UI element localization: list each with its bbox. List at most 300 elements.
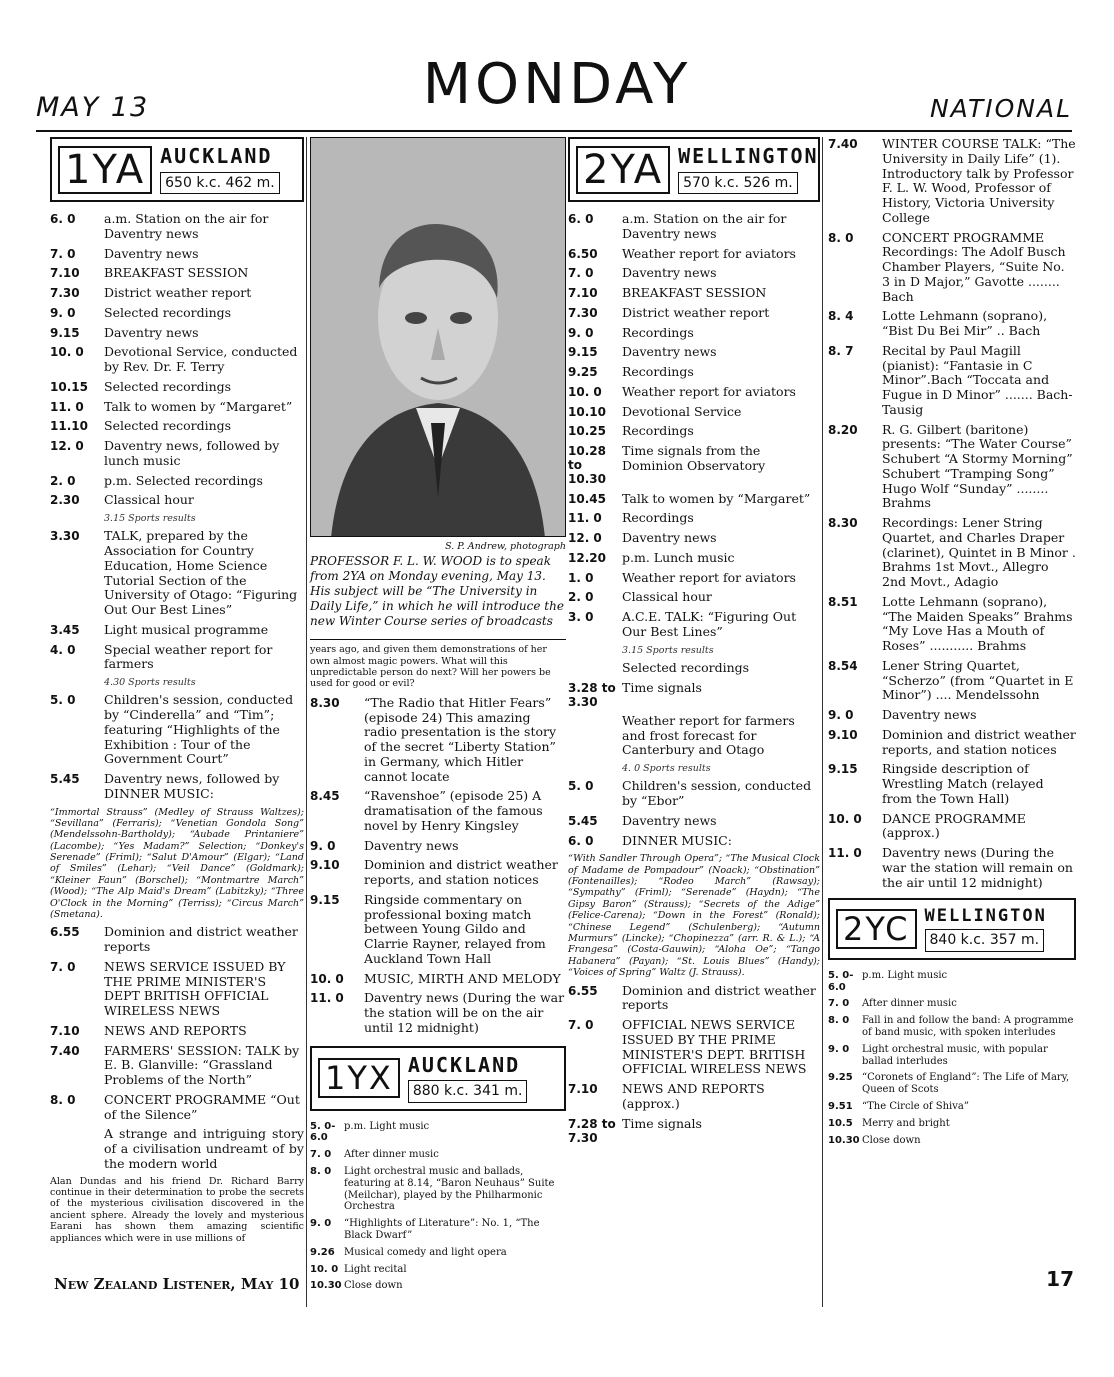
time-label: 1. 0 [568, 570, 594, 585]
time-label: 7. 0 [310, 1149, 332, 1161]
station-logo: 2YC [836, 909, 917, 949]
schedule-entry [568, 444, 820, 486]
time-label: 10.10 [568, 404, 606, 419]
station-header-1ya [50, 137, 304, 202]
time-label: 8.30 [828, 516, 858, 530]
professor-photo [310, 137, 566, 537]
time-label: 7. 0 [568, 266, 594, 281]
schedule-entry [568, 385, 820, 400]
programme-text: Devotional Service [622, 403, 742, 419]
programme-text: Weather report for aviators [622, 383, 796, 399]
time-label: 10. 0 [50, 345, 84, 360]
programme-text: p.m. Light music [344, 1120, 430, 1132]
time-label: 9.51 [828, 1100, 853, 1112]
schedule-entry [568, 511, 820, 526]
time-label: 9. 0 [50, 305, 76, 320]
network-label: NATIONAL [929, 94, 1072, 123]
schedule-entry [828, 423, 1076, 512]
programme-text: Recordings [622, 364, 694, 380]
schedule-entry [828, 812, 1076, 842]
day-title: MONDAY [422, 52, 692, 117]
time-label: 10.45 [568, 491, 606, 506]
time-label: 10.30 [828, 1134, 860, 1146]
time-label: 9. 0 [568, 325, 594, 340]
programme-text: Daventry news [622, 812, 717, 828]
programme-text: Recordings [622, 324, 694, 340]
schedule-entry [568, 306, 820, 321]
schedule-entry [568, 212, 820, 242]
programme-text: “The Circle of Shiva” [862, 1100, 969, 1112]
programme-text: After dinner music [862, 998, 957, 1010]
station-name: WELLINGTON [678, 144, 819, 168]
programme-text: Daventry news, followed by lunch music [104, 438, 280, 468]
programme-text: Light recital [344, 1263, 407, 1275]
schedule-entry [568, 551, 820, 566]
programme-text: a.m. Station on the air for Daventry news [104, 211, 269, 241]
schedule-entry [50, 693, 304, 767]
time-label: 7.28 to 7.30 [568, 1116, 616, 1145]
programme-text: Daventry news [364, 837, 459, 853]
time-label: 9. 0 [310, 838, 336, 853]
time-label: 9.25 [568, 365, 598, 380]
time-label: 9.15 [310, 892, 340, 907]
schedule-entry [828, 231, 1076, 305]
schedule-entry [310, 1166, 566, 1213]
time-label: 9.15 [50, 325, 80, 340]
time-label: 7.30 [568, 305, 598, 320]
time-label: 8. 7 [828, 343, 854, 358]
schedule-list [568, 779, 820, 848]
time-label: 7.10 [568, 1082, 598, 1097]
programme-text: Recital by Paul Magill (pianist): “Fantasie in C Minor”.Bach “Toccata and Fugue in D Minor” ....... Bach-Tausig [882, 342, 1073, 417]
schedule-entry [310, 1218, 566, 1242]
schedule-entry [568, 1018, 820, 1077]
schedule-entry [310, 1280, 566, 1292]
programme-text: Recordings [622, 423, 694, 439]
schedule-entry [310, 991, 566, 1035]
schedule-entry [568, 531, 820, 546]
sports-note: 4. 0 Sports results [622, 763, 711, 775]
schedule-entry [50, 474, 304, 489]
date-label: MAY 13 [36, 92, 150, 123]
programme-text: DANCE PROGRAMME (approx.) [882, 810, 1026, 841]
schedule-list [828, 137, 1076, 890]
schedule-list [50, 529, 304, 672]
programme-text: Time signals [622, 1115, 702, 1131]
programme-text: BREAKFAST SESSION [622, 285, 767, 301]
schedule-list [310, 696, 566, 1036]
programme-text: NEWS AND REPORTS (approx.) [622, 1081, 765, 1111]
programme-blurb: A strange and intriguing story of a civilisation undreamt of by the modern world [104, 1126, 304, 1171]
schedule-entry [828, 1135, 1076, 1147]
time-label: 6.55 [568, 983, 598, 998]
programme-text: Selected recordings [104, 378, 232, 394]
header-rule [36, 130, 1072, 132]
programme-text: Special weather report for farmers [104, 641, 273, 672]
programme-text: “Ravenshoe” (episode 25) A dramatisation of the famous novel by Henry Kingsley [364, 788, 543, 833]
schedule-entry [568, 610, 820, 640]
programme-text: Time signals [622, 679, 702, 695]
time-label: 10.30 [310, 1280, 342, 1292]
time-label: 7. 0 [568, 1018, 594, 1033]
time-label: 9.15 [828, 762, 858, 777]
time-label: 7.10 [50, 1023, 80, 1038]
schedule-entry [568, 779, 820, 809]
schedule-entry [50, 212, 304, 242]
programme-text: Close down [862, 1134, 921, 1146]
time-label: 9.10 [828, 727, 858, 742]
page-header [0, 0, 1114, 130]
time-label: 6. 0 [50, 212, 76, 227]
programme-text: WINTER COURSE TALK: “The University in Daily Life” (1). Introductory talk by Professor F. L. W. Wood, Professor of History, Victoria University College [882, 136, 1076, 225]
programme-text: OFFICIAL NEWS SERVICE ISSUED BY THE PRIME MINISTER'S DEPT. BRITISH OFFICIAL WIRELESS NEWS [622, 1017, 807, 1077]
schedule-entry [50, 623, 304, 638]
time-label: 8.20 [828, 422, 858, 437]
sports-note: 3.15 Sports results [104, 513, 196, 525]
station-frequency: 650 k.c. 462 m. [160, 172, 280, 195]
time-label: 3.45 [50, 622, 80, 637]
programme-text: Lener String Quartet, “Scherzo” (from “Quartet in E Minor”) .... Mendelssohn [882, 657, 1074, 703]
schedule-entry [568, 326, 820, 341]
programme-text: Daventry news [104, 245, 199, 261]
column-2ya [568, 137, 820, 1150]
weather-note: Weather report for farmers and frost forecast for Canterbury and Otago [622, 712, 795, 758]
schedule-entry [50, 419, 304, 434]
schedule-entry [50, 439, 304, 469]
programme-text: Daventry news (During the war the station will remain on the air until 12 midnight) [882, 845, 1073, 890]
schedule-entry [568, 266, 820, 281]
programme-text: CONCERT PROGRAMME Recordings: The Adolf Busch Chamber Players, “Suite No. 3 in D Major,” Gavotte ........ Bach [882, 229, 1066, 304]
schedule-entry [50, 529, 304, 618]
schedule-entry [310, 972, 566, 987]
programme-text: NEWS AND REPORTS [104, 1022, 247, 1038]
schedule-entry [310, 893, 566, 967]
station-logo: 2YA [576, 146, 670, 194]
programme-text: Talk to women by “Margaret” [104, 398, 293, 414]
page-number: 17 [1046, 1267, 1074, 1291]
station-header-1yx [310, 1046, 566, 1111]
time-label: 6.55 [50, 925, 80, 940]
programme-text: Classical hour [622, 589, 712, 605]
schedule-entry [50, 247, 304, 262]
programme-text: Talk to women by “Margaret” [622, 490, 811, 506]
column-4 [828, 137, 1076, 1151]
time-label: 5.45 [568, 813, 598, 828]
time-label: 8. 0 [310, 1166, 332, 1178]
schedule-entry [310, 696, 566, 785]
photo-credit: S. P. Andrew, photograph [445, 541, 566, 552]
time-label: 8.30 [310, 695, 340, 710]
dinner-music-list: “Immortal Strauss” (Medley of Strauss Waltzes); “Sevillana” (Ferraris); “Venetian Gondola Song” (Mendelssohn-Bartholdy); “Aubade Printaniere” (Lacombe); “Yes Madam?” Selection; “Donkey's Serenade” (Friml); “Salut D'Amour” (Elgar); “Land of Smiles” (Lehar); “Veil Dance” (Goldmark); “Kleiner Faun” (Borschel); “Montmartre March” (Wood); “The Alp Maid's Dream” (Labitzky); “Three O'Clock in the Morning” (Terriss); “Circus March” (Smetana). [50, 806, 304, 921]
programme-text: Light orchestral music and ballads, featuring at 8.14, “Baron Neuhaus” Suite (Meilchar), played by the Philharmonic Orchestra [344, 1166, 555, 1213]
schedule-entry [310, 1264, 566, 1276]
time-label: 2. 0 [50, 473, 76, 488]
time-label: 11. 0 [828, 846, 862, 860]
station-frequency: 880 k.c. 341 m. [408, 1080, 528, 1103]
schedule-entry [828, 1072, 1076, 1096]
schedule-list [568, 681, 820, 709]
time-label: 8. 0 [828, 1015, 850, 1027]
programme-continuation: Alan Dundas and his friend Dr. Richard Barry continue in their determination to probe the secrets of the mysterious civilisation discovered in the ancient sphere. Already the lovely and mysterious Earani has shown them amazing scientific appliances which were in use millions of [50, 1175, 304, 1244]
schedule-entry [568, 814, 820, 829]
footer-publication: New Zealand Listener, May 10 [54, 1275, 300, 1293]
station-name: AUCKLAND [407, 1052, 521, 1077]
dinner-music-list: “With Sandler Through Opera”; “The Musical Clock of Madame de Pompadour” (Noack); “Obstination” (Fontenailles); “Rodeo March” (Rawsay); “Sympathy” (Friml); “Serenade” (Haydn); “The Gipsy Baron” (Strauss); “Secrets of the Adige” (Felice-Carena); “Down in the Forest” (Ronald); “Chinese Legend” (Schulenberg); “Autumn Murmurs” (Lincke); “Chopinezza” (arr. R. & L.); “A Frangesa” (Costa-Gauwin); “Aloha Oe”; “Tango Habanera” (Payan); “St. Louis Blues” (Handy); “Voices of Spring” Waltz (J. Strauss). [568, 853, 820, 979]
time-label: 8.51 [828, 594, 858, 609]
programme-text: Merry and bright [862, 1117, 950, 1129]
programme-text: Weather report for aviators [622, 569, 796, 585]
station-frequency: 570 k.c. 526 m. [678, 172, 798, 195]
time-label: 9.25 [828, 1072, 853, 1084]
programme-text: “Highlights of Literature”: No. 1, “The Black Dwarf” [344, 1218, 540, 1241]
programme-text: BREAKFAST SESSION [104, 265, 249, 281]
divider [306, 137, 307, 1307]
schedule-entry [50, 306, 304, 321]
programme-text: Children's session, conducted by “Cinderella” and “Tim”; featuring “Highlights of the Exhibition : Tour of the Government Court” [104, 692, 294, 767]
time-label: 10. 0 [310, 971, 344, 986]
programme-text: Weather report for aviators [622, 245, 796, 261]
photo-caption: PROFESSOR F. L. W. WOOD is to speak from 2YA on Monday evening, May 13. His subject will be “The University in Daily Life,” in which he will introduce the new Winter Course series of broadcasts [310, 554, 564, 629]
schedule-entry [310, 789, 566, 833]
programme-text: Daventry news [882, 707, 977, 722]
programme-text: R. G. Gilbert (baritone) presents: “The Water Course” Schubert “A Stormy Morning” Schubert “Tramping Song” Hugo Wolf “Sunday” ........ Brahms [882, 421, 1073, 511]
schedule-entry [50, 286, 304, 301]
schedule-entry [828, 595, 1076, 654]
programme-text: Lotte Lehmann (soprano), “The Maiden Speaks” Brahms “My Love Has a Mouth of Roses” ........... Brahms [882, 593, 1073, 653]
station-header-2yc [828, 898, 1076, 960]
programme-text: Musical comedy and light opera [344, 1246, 507, 1258]
programme-text: Recordings: Lener String Quartet, and Charles Draper (clarinet), Quintet in B Minor . Brahms 1st Movt., Allegro 2nd Movt., Adagio [882, 515, 1076, 589]
programme-text: Selected recordings [104, 418, 232, 434]
time-label: 12. 0 [50, 439, 84, 454]
time-label: 6. 0 [568, 833, 594, 848]
programme-text: Recordings [622, 510, 694, 526]
time-label: 6. 0 [568, 212, 594, 227]
time-label: 11. 0 [568, 511, 602, 526]
time-label: 11. 0 [310, 991, 344, 1006]
time-label: 10.28 to 10.30 [568, 444, 606, 487]
programme-text: After dinner music [344, 1149, 439, 1161]
schedule-entry [828, 344, 1076, 418]
programme-text: MUSIC, MIRTH AND MELODY [364, 970, 561, 986]
time-label: 9.26 [310, 1246, 335, 1258]
programme-text: District weather report [622, 304, 770, 320]
time-label: 10.5 [828, 1117, 853, 1129]
schedule-entry [568, 590, 820, 605]
time-label: 8. 4 [828, 309, 854, 324]
programme-text: Light orchestral music, with popular ballad interludes [862, 1043, 1048, 1067]
schedule-entry [50, 960, 304, 1019]
schedule-entry [50, 266, 304, 281]
time-label: 7.30 [50, 286, 80, 301]
programme-text: TALK, prepared by the Association for Country Education, Home Science Tutorial Section of the University of Otago: “Figuring Out Our Best Lines” [104, 528, 298, 618]
time-label: 8.54 [828, 658, 858, 673]
schedule-entry [568, 286, 820, 301]
station-name: AUCKLAND [160, 144, 273, 168]
schedule-list [568, 984, 820, 1145]
schedule-entry [568, 365, 820, 380]
time-label: 5. 0-6.0 [310, 1120, 336, 1144]
programme-text: Ringside commentary on professional boxing match between Young Gildo and Clarrie Rayner, relayed from Auckland Town Hall [364, 891, 546, 966]
schedule-entry [568, 424, 820, 439]
schedule-entry [828, 1118, 1076, 1130]
schedule-entry [828, 998, 1076, 1010]
schedule-entry [828, 846, 1076, 890]
station-name: WELLINGTON [924, 906, 1047, 927]
time-label: 7.40 [50, 1043, 80, 1058]
time-label: 5. 0 [50, 693, 76, 708]
schedule-list [828, 970, 1076, 1147]
schedule-entry [310, 1149, 566, 1161]
programme-text: Daventry news [622, 530, 717, 546]
programme-text: Devotional Service, conducted by Rev. Dr. F. Terry [104, 344, 298, 375]
time-label: 10.25 [568, 424, 606, 439]
schedule-list [568, 212, 820, 639]
programme-text: Light musical programme [104, 621, 269, 637]
schedule-entry [310, 839, 566, 854]
schedule-entry [50, 643, 304, 673]
time-label: 9. 0 [828, 708, 854, 722]
schedule-entry [828, 516, 1076, 590]
schedule-entry [828, 970, 1076, 994]
time-label: 7. 0 [828, 998, 850, 1010]
schedule-entry [568, 681, 820, 709]
programme-text: a.m. Station on the air for Daventry news [622, 211, 787, 241]
schedule-entry [50, 380, 304, 395]
programme-text: Daventry news [622, 344, 717, 360]
programme-text: Dominion and district weather reports [622, 982, 816, 1013]
schedule-entry [568, 571, 820, 586]
divider [822, 137, 823, 1307]
time-label: 11. 0 [50, 399, 84, 414]
time-label: 4. 0 [50, 642, 76, 657]
time-label: 10.15 [50, 379, 88, 394]
time-label: 5. 0 [568, 779, 594, 794]
time-label: 7.10 [568, 286, 598, 301]
schedule-entry [50, 345, 304, 375]
time-label: 5. 0-6.0 [828, 969, 854, 993]
schedule-entry [50, 1024, 304, 1039]
schedule-entry [568, 984, 820, 1014]
time-label: 10. 0 [310, 1263, 339, 1275]
portrait-illustration [311, 138, 565, 537]
station-logo: 1YA [58, 146, 152, 194]
time-label: 2.30 [50, 493, 80, 508]
schedule-entry [828, 708, 1076, 723]
programme-text: p.m. Selected recordings [104, 472, 263, 488]
schedule-entry [568, 834, 820, 849]
time-label: 3. 0 [568, 610, 594, 625]
time-label: 10. 0 [828, 811, 862, 826]
programme-text: A.C.E. TALK: “Figuring Out Our Best Lines” [622, 609, 797, 639]
schedule-entry [50, 1093, 304, 1123]
station-frequency: 840 k.c. 357 m. [925, 929, 1045, 952]
programme-text: Classical hour [104, 492, 194, 508]
programme-text: Dominion and district weather reports, and station notices [882, 726, 1076, 757]
schedule-entry [50, 772, 304, 802]
column-2 [310, 137, 566, 1297]
schedule-list [50, 693, 304, 801]
programme-text: FARMERS' SESSION: TALK by E. B. Glanville: “Grassland Problems of the North” [104, 1042, 300, 1088]
time-label: 8. 0 [828, 230, 854, 245]
time-label: 7.10 [50, 266, 80, 281]
schedule-entry [568, 492, 820, 507]
schedule-list [50, 925, 304, 1122]
programme-text: Selected recordings [104, 304, 232, 320]
time-label: 8. 0 [50, 1092, 76, 1107]
schedule-entry [828, 137, 1076, 226]
programme-text: DINNER MUSIC: [622, 832, 732, 848]
time-label: 7. 0 [50, 246, 76, 261]
time-label: 3.30 [50, 529, 80, 544]
time-label: 7.40 [828, 137, 858, 151]
programme-text: Time signals from the Dominion Observatory [622, 443, 766, 473]
schedule-entry [310, 1247, 566, 1259]
time-label: 9. 0 [828, 1043, 850, 1055]
time-label: 7. 0 [50, 959, 76, 974]
station-header-2ya [568, 137, 820, 202]
programme-text: Daventry news [622, 265, 717, 281]
programme-text: Lotte Lehmann (soprano), “Bist Du Bei Mir” .. Bach [882, 308, 1048, 338]
schedule-entry [310, 858, 566, 888]
time-label: 8.45 [310, 789, 340, 804]
time-label: 9. 0 [310, 1218, 332, 1230]
programme-text: Dominion and district weather reports [104, 924, 298, 955]
schedule-entry [828, 659, 1076, 703]
schedule-entry [50, 326, 304, 341]
schedule-entry [50, 1044, 304, 1088]
sports-note: 3.15 Sports results [622, 644, 714, 656]
programme-text: Ringside description of Wrestling Match (relayed from the Town Hall) [882, 761, 1044, 806]
schedule-entry [568, 1117, 820, 1145]
time-label: 9.10 [310, 858, 340, 873]
programme-text: Children's session, conducted by “Ebor” [622, 778, 812, 809]
programme-text: Close down [344, 1280, 403, 1292]
time-label: 10. 0 [568, 384, 602, 399]
schedule-entry [828, 762, 1076, 806]
schedule-list [310, 1121, 566, 1293]
schedule-entry [568, 247, 820, 262]
sports-note: 4.30 Sports results [104, 677, 196, 689]
time-label: 11.10 [50, 419, 88, 434]
schedule-entry [828, 728, 1076, 758]
programme-text: District weather report [104, 285, 252, 301]
time-label: 2. 0 [568, 590, 594, 605]
schedule-entry [568, 405, 820, 420]
schedule-entry [50, 925, 304, 955]
continued-text: years ago, and given them demonstrations of her own almost magic powers. What will this unpredictable person do next? Will her powers be used for good or evil? [310, 639, 566, 690]
programme-text: p.m. Lunch music [622, 549, 735, 565]
schedule-list [50, 212, 304, 508]
schedule-entry [828, 1101, 1076, 1113]
time-label: 5.45 [50, 772, 80, 787]
programme-text: “The Radio that Hitler Fears” (episode 24) This amazing radio presentation is the story of the secret “Liberty Station” in Germany, which Hitler cannot locate [364, 694, 557, 784]
schedule-entry [50, 400, 304, 415]
station-logo: 1YX [318, 1058, 400, 1098]
schedule-entry [828, 309, 1076, 339]
programme-text: Dominion and district weather reports, and station notices [364, 857, 558, 888]
programme-text: Daventry news [104, 324, 199, 340]
time-label: 3.28 to 3.30 [568, 680, 616, 709]
programme-text: NEWS SERVICE ISSUED BY THE PRIME MINISTER'S DEPT BRITISH OFFICIAL WIRELESS NEWS [104, 958, 286, 1019]
programme-text: Fall in and follow the band: A programme of band music, with spoken interludes [862, 1015, 1074, 1038]
programme-text: Daventry news (During the war the station will be on the air until 12 midnight) [364, 990, 565, 1035]
programme-text: CONCERT PROGRAMME “Out of the Silence” [104, 1091, 300, 1122]
programme-text: Daventry news, followed by DINNER MUSIC: [104, 771, 280, 801]
schedule-entry [568, 345, 820, 360]
recordings-note: Selected recordings [622, 659, 750, 675]
programme-text: p.m. Light music [862, 969, 948, 981]
